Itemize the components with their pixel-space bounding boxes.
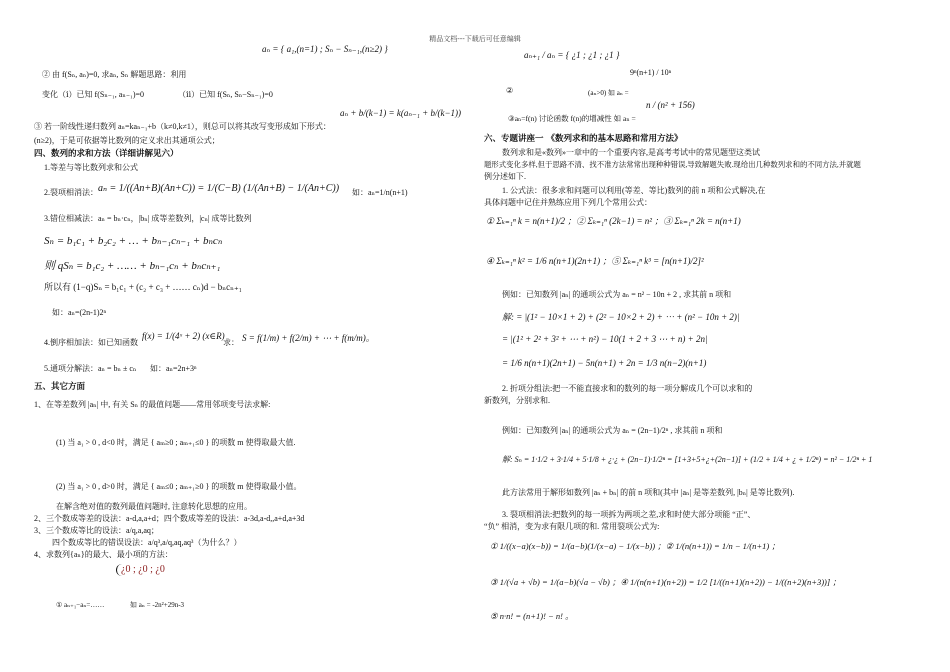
list-item: 3、三个数成等比的设法：a/q,a,aq；	[34, 526, 159, 535]
list-item: 5.通项分解法：aₙ = bₙ ± cₙ	[44, 364, 137, 373]
list-item: 1.等差与等比数列求和公式	[44, 163, 138, 172]
brace-text: ¿0 ; ¿0 ; ¿0	[116, 564, 165, 576]
method-heading: 3. 裂项相消法:把数列的每一项拆为两项之差,求和时使大部分项能 “正”、	[502, 510, 756, 519]
example-text: 如：aₙ=2n+3ⁿ	[150, 364, 197, 373]
text-line: 在解含绝对值的数列最值问题时, 注意转化思想的应用。	[56, 502, 252, 511]
list-item: 2、三个数成等差的设法：a-d,a,a+d；四个数成等差的设法：a-3d,a-d,,a+d,a+3d	[34, 514, 305, 523]
text-line: ① aₙ₊₁−aₙ=……	[56, 601, 105, 609]
sum-formula-row: ① Σₖ₌₁ⁿ k = n(n+1)/2 ；② Σₖ₌₁ⁿ (2k−1) = n² ；③ Σₖ₌₁ⁿ 2k = n(n+1)	[486, 216, 741, 226]
solution-line: 解: Sₙ = 1·1/2 + 3·1/4 + 5·1/8 + ¿·¿ + (2n−1)·1/2ⁿ = [1+3+5+¿+(2n−1)] + (1/2 + 1/4 + ¿ + 1/2ⁿ) = n² − 1/2ⁿ + 1	[502, 455, 873, 464]
example-text: 如：aₙ=1/n(n+1)	[352, 188, 408, 197]
sum-formula-row: ④ Σₖ₌₁ⁿ k² = 1/6 n(n+1)(2n+1) ；⑤ Σₖ₌₁ⁿ k³ = [n(n+1)/2]²	[486, 256, 704, 266]
text-line: 求：	[223, 338, 239, 347]
text-line: “负” 相消，变为求有限几项的和. 常用裂项公式为:	[484, 522, 660, 531]
example-formula: 9ⁿ(n+1) / 10ⁿ	[630, 68, 672, 77]
solution-line: = 1/6 n(n+1)(2n+1) − 5n(n+1) + 2n = 1/3 n(n−2)(n+1)	[502, 358, 707, 368]
text-line: 变化（ⅰ）已知 f(Sₙ₋₁, aₙ₋₁)=0	[42, 90, 145, 99]
list-item: 4、求数列{aₙ}的最大、最小项的方法：	[34, 550, 173, 559]
page-header: 精品文档---下载后可任意编辑	[429, 35, 521, 43]
section-heading: 六、专题讲座一 《数列求和的基本思路和常用方法》	[484, 134, 683, 144]
solution-line: 解: = |(1² − 10×1 + 2) + (2² − 10×2 + 2) + ⋯ + (n² − 10n + 2)|	[502, 312, 740, 322]
sum-formula: Sₙ = b₁c₁ + b₂c₂ + … + bₙ₋₁cₙ₋₁ + bₙcₙ	[44, 235, 223, 247]
text-line: ③ 若一阶线性递归数列 aₙ=kaₙ₋₁+b（k≠0,k≠1），则总可以将其改写变形成如下形式：	[34, 122, 331, 131]
formula-row: ⑤ n·n! = (n+1)! − n! 。	[490, 611, 574, 621]
function-formula: f(x) = 1/(4ˣ + 2) (x∈R)	[142, 331, 225, 341]
ratio-formula: aₙ₊₁ / aₙ = { ¿1 ; ¿1 ; ¿1 }	[524, 50, 620, 60]
text-line: 四个数成等比的错误设法：a/q³,a/q,aq,aq³（为什么？）	[52, 538, 242, 547]
list-item: 1、在等差数列 |aₙ| 中, 有关 Sₙ 的最值问题——常用邻项变号法求解:	[34, 400, 271, 409]
solution-line: = |(1² + 2² + 3² + ⋯ + n²) − 10(1 + 2 + 3 ⋯ + n) + 2n|	[502, 334, 708, 344]
sum-formula: 则 qSₙ = b₁c₂ + …… + bₙ₋₁cₙ + bₙcₙ₊₁	[44, 260, 221, 272]
example-text: 如：aₙ=(2n-1)2ⁿ	[52, 308, 107, 317]
text-line: 此方法常用于解形如数列 |aₙ + bₙ| 的前 n 项和(其中 |aₙ| 是等差数列, |bₙ| 是等比数列).	[502, 488, 795, 497]
text-line: (2) 当 a₁ > 0 , d>0 时，满足 { aₘ≤0 ; aₘ₊₁≥0 } 的项数 m 使得取最小值。	[56, 482, 302, 491]
text-line: (1) 当 a₁ > 0 , d<0 时，满足 { aₘ≥0 ; aₘ₊₁≤0 } 的项数 m 使得取最大值.	[56, 438, 296, 447]
example-formula: n / (n² + 156)	[646, 100, 695, 110]
method-heading: 2. 折项分组法:把一不能直接求和的数列的每一项分解成几个可以求和的	[502, 384, 753, 393]
example-text: 例如：已知数列 |aₙ| 的通项公式为 aₙ = (2n−1)/2ⁿ , 求其前 n 项和	[502, 426, 723, 435]
partial-fraction-formula: aₙ = 1/((An+B)(An+C)) = 1/(C−B) (1/(An+B) − 1/(An+C))	[98, 183, 340, 194]
text-line: 具体问题中记住并熟练应用下列几个常用公式：	[484, 198, 652, 207]
formula-row: ③ 1/(√a + √b) = 1/(a−b)(√a − √b) ；④ 1/(n(n+1)(n+2)) = 1/2 [1/((n+1)(n+2)) − 1/((n+2)(n+3))] ；	[490, 577, 841, 587]
text-line: 新数列，分别求和.	[484, 396, 550, 405]
brace-conditions	[116, 564, 165, 576]
text-line: (aₙ>0) 如 aₙ =	[588, 89, 629, 97]
text-line: ② 由 f(Sₙ, aₙ)=0, 求aₙ, Sₙ 解题思路：利用	[42, 70, 187, 79]
text-line: （ⅱ）已知 f(Sₙ, Sₙ−Sₙ₋₁)=0	[178, 90, 273, 99]
list-item: 4.倒序相加法：如已知函数	[44, 338, 138, 347]
piecewise-formula	[262, 44, 388, 55]
paragraph: 数列求和是«数列»一章中的一个重要内容,是高考考试中的常见题型这类试	[502, 148, 760, 157]
example-text: 例如：已知数列 |aₙ| 的通项公式为 aₙ = n² − 10n + 2 , 求其前 n 项和	[502, 290, 732, 299]
recursive-formula: aₙ + b/(k−1) = k(aₙ₋₁ + b/(k−1))	[340, 108, 462, 118]
section-heading: 四、数列的求和方法（详细讲解见六）	[34, 149, 179, 159]
text-line: ②	[506, 86, 514, 95]
text-line: (n≥2)，于是可依据等比数列的定义求出其通项公式；	[34, 136, 220, 145]
sum-formula: 所以有 (1−q)Sₙ = b₁c₁ + (c₂ + c₃ + …… cₙ)d − bₙcₙ₊₁	[44, 282, 242, 292]
list-item: 2.裂项相消法：	[44, 188, 98, 197]
example-text: 如 aₙ = -2n²+29n-3	[130, 601, 185, 609]
paragraph: 题形式变化多样,但于思路不清、找不准方法常常出现种种错误,导致解题失败.现给出几种数列求和的不同方法,并就题	[484, 160, 861, 169]
formula-row: ① 1/((x−a)(x−b)) = 1/(a−b)(1/(x−a) − 1/(x−b)) ；② 1/(n(n+1)) = 1/n − 1/(n+1) ；	[490, 541, 780, 551]
formula-text: aₙ = { a₁,(n=1) ; Sₙ − Sₙ₋₁,(n≥2) }	[262, 44, 388, 54]
text-line: ③aₙ=f(n) 讨论函数 f(n)的增减性 如 aₙ =	[508, 114, 636, 123]
paragraph: 例分述如下.	[484, 172, 526, 181]
section-heading: 五、其它方面	[34, 382, 86, 392]
sum-formula: S = f(1/m) + f(2/m) + ⋯ + f(m/m)。	[242, 333, 375, 343]
method-heading: 1. 公式法：很多求和问题可以利用(等差、等比)数列的前 n 项和公式解决,在	[502, 186, 766, 195]
list-item: 3.错位相减法：aₙ = bₙ·cₙ，|bₙ| 成等差数列，|cₙ| 成等比数列	[44, 214, 252, 223]
